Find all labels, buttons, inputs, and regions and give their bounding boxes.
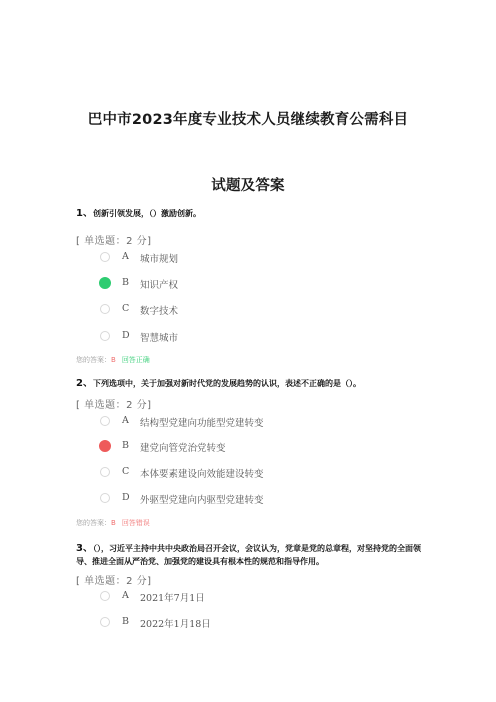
radio-selected-icon[interactable] [99,277,111,289]
answer-result-wrong: 回答错误 [121,519,150,527]
document-title: 巴中市2023年度专业技术人员继续教育公需科目 [87,112,409,128]
question-1-type: [ 单选题：2 分] [76,236,152,247]
radio-selected-icon[interactable] [99,440,111,452]
radio-icon[interactable] [100,467,110,477]
question-3-text: 3、（），习近平主持中共中央政治局召开会议，会议认为，党章是党的总章程，对坚持党的全面领导、推进全面从严治党、加强党的建设具有根本性的规范和指导作用。 [76,543,421,566]
question-1-text: 1、创新引领发展，（）激励创新。 [76,208,201,219]
question-2-text: 2、下列选项中，关于加强对新时代党的发展趋势的认识，表述不正确的是（）。 [76,378,361,389]
radio-icon[interactable] [100,416,110,426]
q2-answer-line: 您的答案：B 回答错误 [76,519,150,527]
question-2-type: [ 单选题：2 分] [76,400,152,411]
radio-icon[interactable] [100,591,110,601]
radio-icon[interactable] [100,617,110,627]
radio-icon[interactable] [100,493,110,503]
radio-icon[interactable] [100,331,110,341]
radio-icon[interactable] [100,252,110,262]
radio-icon[interactable] [100,304,110,314]
question-3-type: [ 单选题：2 分] [76,576,152,587]
q1-answer-line: 您的答案：B 回答正确 [76,356,150,364]
answer-result-correct: 回答正确 [121,356,150,364]
document-subtitle: 试题及答案 [211,178,285,194]
